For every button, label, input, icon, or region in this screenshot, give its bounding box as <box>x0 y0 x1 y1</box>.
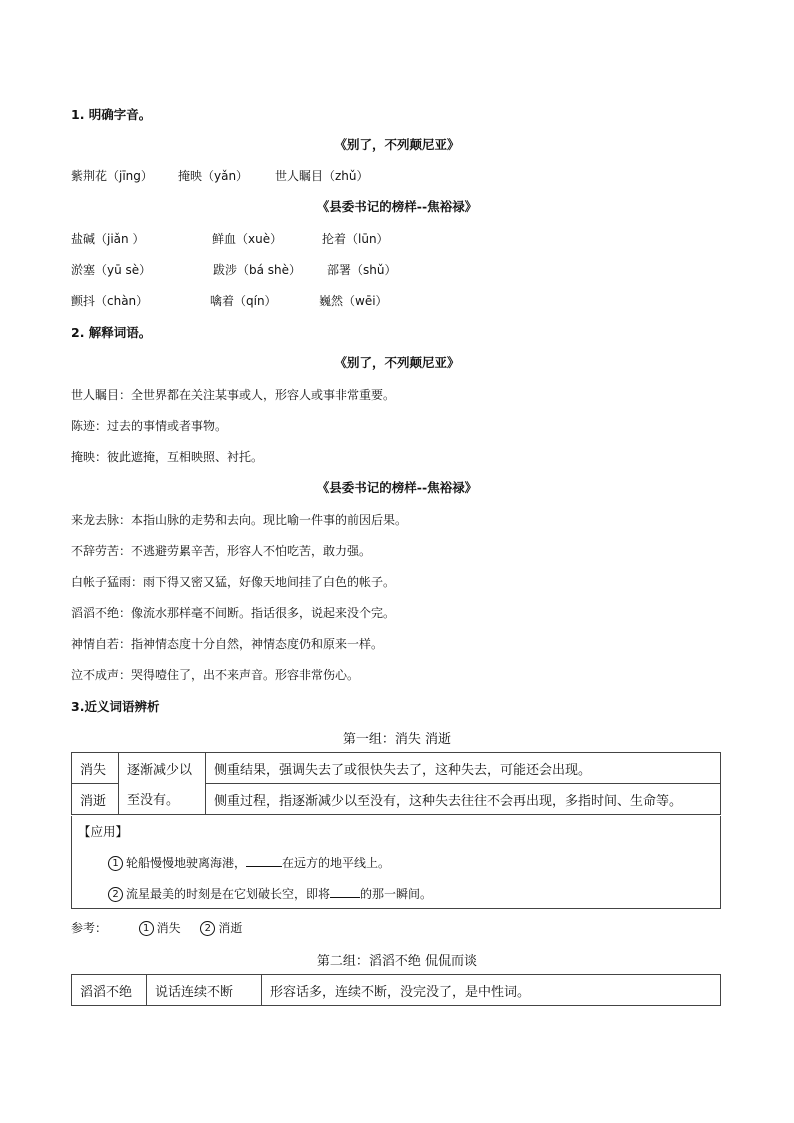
definition-item: 滔滔不绝：像流水那样毫不间断。指话很多，说起来没个完。 <box>71 606 396 620</box>
definition-item: 世人瞩目：全世界都在关注某事或人，形容人或事非常重要。 <box>71 388 396 402</box>
group-2-title: 第二组：滔滔不绝 侃侃而谈 <box>316 954 478 969</box>
exercise-text-before: 流星最美的时刻是在它划破长空，即将 <box>126 887 331 901</box>
answer-label: 参考： <box>71 921 108 935</box>
section-2-heading: 2. 解释词语。 <box>71 325 152 340</box>
exercise-text-after: 的那一瞬间。 <box>360 887 433 901</box>
definition-item: 神情自若：指神情态度十分自然，神情态度仍和原来一样。 <box>71 637 384 651</box>
circle-number: 2 <box>108 887 123 902</box>
answer-blank[interactable] <box>330 886 360 898</box>
pinyin-item: 噙着（qín） <box>210 294 277 308</box>
definition-item: 白帐子猛雨：雨下得又密又猛，好像天地间挂了白色的帐子。 <box>71 575 396 589</box>
definition-item: 来龙去脉：本指山脉的走势和去向。现比喻一件事的前因后果。 <box>71 513 408 527</box>
pinyin-item: 巍然（wēi） <box>319 294 388 308</box>
pinyin-item: 盐碱（jiǎn ） <box>71 232 145 246</box>
application-box <box>71 816 721 909</box>
difference-cell: 形容话多，连续不断，没完没了，是中性词。 <box>262 975 721 1006</box>
pinyin-item: 淤塞（yū sè） <box>71 263 152 277</box>
answer-text: 消逝 <box>218 921 243 935</box>
exercise-item <box>108 885 432 902</box>
word-cell: 滔滔不绝 <box>72 975 147 1006</box>
definition-item: 掩映：彼此遮掩，互相映照、衬托。 <box>71 450 264 464</box>
pinyin-item: 部署（shǔ） <box>327 263 397 277</box>
exercise-item <box>108 854 390 871</box>
exercise-text-before: 轮船慢慢地驶离海港， <box>126 856 247 870</box>
pinyin-item: 紫荆花（jīng） <box>71 169 153 183</box>
word-cell: 消失 <box>72 753 119 784</box>
circle-number: 2 <box>200 921 215 936</box>
table-row <box>72 753 721 784</box>
section-1-text2-title: 《县委书记的榜样--焦裕禄》 <box>316 199 478 214</box>
section-2-text2-title: 《县委书记的榜样--焦裕禄》 <box>316 480 478 495</box>
table-row <box>72 975 721 1006</box>
answer-line <box>71 919 242 936</box>
answer-text: 消失 <box>156 921 181 935</box>
group-1-title: 第一组：消失 消逝 <box>342 732 452 747</box>
word-cell: 消逝 <box>72 784 119 815</box>
pinyin-item: 鲜血（xuè） <box>212 232 283 246</box>
pinyin-item: 跋涉（bá shè） <box>213 263 302 277</box>
shared-meaning-cell-bottom: 至没有。 <box>119 784 206 815</box>
apply-label: 【应用】 <box>78 824 129 839</box>
table-row <box>72 784 721 815</box>
group-2-table <box>71 974 721 1006</box>
pinyin-item: 颤抖（chàn） <box>71 294 149 308</box>
answer-blank[interactable] <box>246 855 282 867</box>
exercise-text-after: 在远方的地平线上。 <box>282 856 391 870</box>
section-1-text1-title: 《别了，不列颠尼亚》 <box>334 137 460 152</box>
definition-item: 泣不成声：哭得噎住了，出不来声音。形容非常伤心。 <box>71 668 360 682</box>
circle-number: 1 <box>108 856 123 871</box>
section-1-heading: 1. 明确字音。 <box>71 107 152 122</box>
pinyin-item: 掩映（yǎn） <box>178 169 249 183</box>
group-1-table <box>71 752 721 815</box>
difference-cell: 侧重过程，指逐渐减少以至没有，这种失去往往不会再出现，多指时间、生命等。 <box>206 784 721 815</box>
meaning-cell: 说话连续不断 <box>147 975 262 1006</box>
circle-number: 1 <box>139 921 154 936</box>
shared-meaning-cell-top: 逐渐减少以 <box>119 753 206 784</box>
section-3-heading: 3.近义词语辨析 <box>71 699 160 714</box>
pinyin-item: 抡着（lūn） <box>322 232 389 246</box>
section-2-text1-title: 《别了，不列颠尼亚》 <box>334 355 460 370</box>
definition-item: 陈迹：过去的事情或者事物。 <box>71 419 228 433</box>
difference-cell: 侧重结果，强调失去了或很快失去了，这种失去，可能还会出现。 <box>206 753 721 784</box>
pinyin-item: 世人瞩目（zhǔ） <box>275 169 369 183</box>
definition-item: 不辞劳苦：不逃避劳累辛苦，形容人不怕吃苦，敢力强。 <box>71 544 372 558</box>
